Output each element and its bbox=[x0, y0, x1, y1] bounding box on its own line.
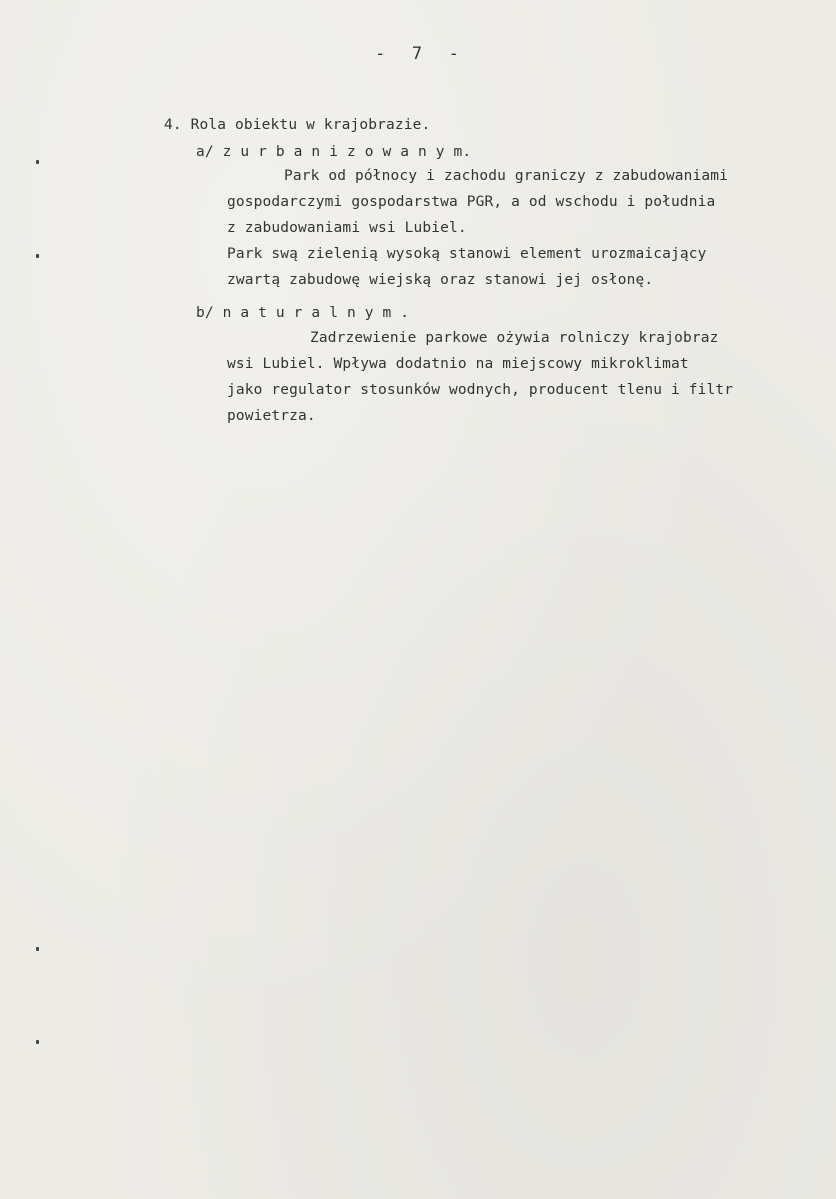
subsection-b-line-1: Zadrzewienie parkowe ożywia rolniczy krajobraz bbox=[310, 330, 719, 346]
subsection-a-line-5: zwartą zabudowę wiejską oraz stanowi jej osłonę. bbox=[227, 272, 654, 288]
binding-hole-mark bbox=[36, 254, 39, 258]
subsection-b-line-3: jako regulator stosunków wodnych, producent tlenu i filtr bbox=[227, 382, 734, 398]
subsection-a-line-4: Park swą zielenią wysoką stanowi element urozmaicający bbox=[227, 246, 707, 262]
subsection-a-line-1: Park od północy i zachodu graniczy z zabudowaniami bbox=[284, 168, 728, 184]
subsection-a-line-2: gospodarczymi gospodarstwa PGR, a od wschodu i południa bbox=[227, 194, 716, 210]
subsection-b-line-4: powietrza. bbox=[227, 408, 316, 424]
subsection-a-line-3: z zabudowaniami wsi Lubiel. bbox=[227, 220, 467, 236]
binding-hole-mark bbox=[36, 1040, 39, 1044]
subsection-b-label: b/ n a t u r a l n y m . bbox=[196, 305, 410, 321]
subsection-a-label: a/ z u r b a n i z o w a n y m. bbox=[196, 144, 472, 160]
section-heading: 4. Rola obiektu w krajobrazie. bbox=[164, 117, 431, 133]
page-number: - 7 - bbox=[375, 44, 461, 64]
subsection-b-line-2: wsi Lubiel. Wpływa dodatnio na miejscowy mikroklimat bbox=[227, 356, 689, 372]
binding-hole-mark bbox=[36, 160, 39, 164]
binding-hole-mark bbox=[36, 947, 39, 951]
